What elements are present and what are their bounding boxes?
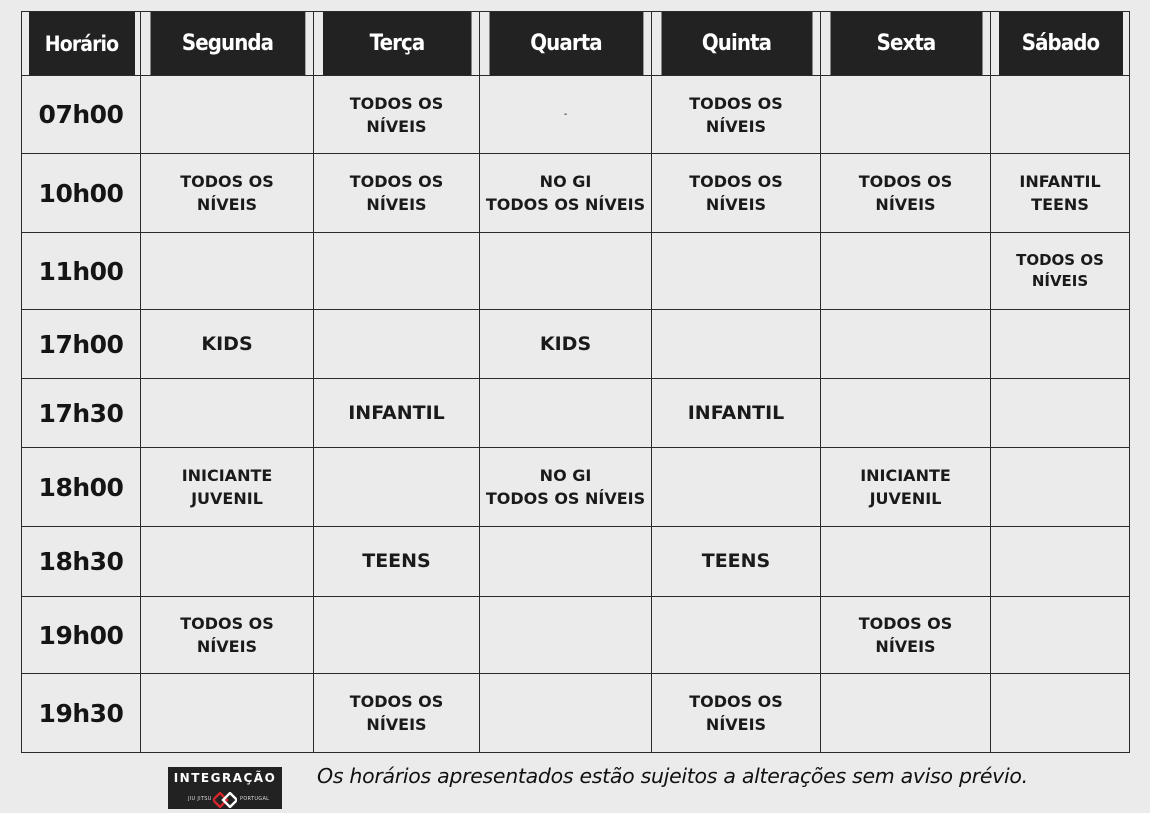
class-cell (652, 310, 821, 379)
class-cell (480, 674, 652, 753)
class-cell (821, 674, 991, 753)
class-cell: - (480, 76, 652, 154)
schedule-table (21, 11, 1130, 753)
class-cell: KIDS (141, 310, 314, 379)
class-cell (991, 379, 1130, 448)
time-cell: 18h00 (22, 448, 141, 527)
class-cell (141, 527, 314, 597)
class-cell: NO GI TODOS OS NÍVEIS (480, 154, 652, 233)
class-cell: TODOS OS NÍVEIS (821, 154, 991, 233)
class-cell: INICIANTE JUVENIL (821, 448, 991, 527)
class-cell (652, 597, 821, 674)
class-cell: INFANTIL (652, 379, 821, 448)
class-cell: TODOS OS NÍVEIS (314, 154, 480, 233)
class-cell (821, 233, 991, 310)
class-cell: TODOS OS NÍVEIS (141, 597, 314, 674)
class-cell (652, 233, 821, 310)
class-cell: TODOS OS NÍVEIS (141, 154, 314, 233)
class-cell: TODOS OS NÍVEIS (821, 597, 991, 674)
class-cell (480, 527, 652, 597)
time-cell: 17h00 (22, 310, 141, 379)
header-horario: Horário (27, 12, 134, 76)
class-cell (821, 379, 991, 448)
class-cell (480, 597, 652, 674)
schedule-row (22, 379, 1130, 448)
schedule-disclaimer: Os horários apresentados estão sujeitos a alterações sem aviso prévio. (317, 764, 1028, 788)
class-cell (991, 527, 1130, 597)
header-segunda: Segunda (149, 12, 305, 76)
class-cell (314, 448, 480, 527)
integracao-logo (168, 767, 282, 809)
class-cell (821, 527, 991, 597)
class-cell: KIDS (480, 310, 652, 379)
logo-subtitle-right: PORTUGAL (240, 796, 270, 802)
class-cell (991, 597, 1130, 674)
class-cell (314, 233, 480, 310)
schedule-row (22, 310, 1130, 379)
class-cell: TODOS OS NÍVEIS (314, 674, 480, 753)
class-cell (991, 448, 1130, 527)
time-cell: 19h30 (22, 674, 141, 753)
class-cell (991, 674, 1130, 753)
class-cell (141, 76, 314, 154)
header-quarta: Quarta (488, 12, 643, 76)
class-cell: TODOS OS NÍVEIS (652, 154, 821, 233)
time-cell: 10h00 (22, 154, 141, 233)
class-cell: TODOS OS NÍVEIS (991, 233, 1130, 310)
header-sexta: Sexta (829, 12, 982, 76)
time-cell: 19h00 (22, 597, 141, 674)
header-row (22, 12, 1130, 76)
class-cell (821, 310, 991, 379)
class-cell (141, 674, 314, 753)
schedule-row (22, 597, 1130, 674)
class-cell: TEENS (652, 527, 821, 597)
header-terca: Terça (322, 12, 471, 76)
schedule-row (22, 154, 1130, 233)
class-cell (991, 76, 1130, 154)
schedule-row (22, 448, 1130, 527)
class-cell (652, 448, 821, 527)
class-cell (821, 76, 991, 154)
class-cell (314, 597, 480, 674)
class-cell: TODOS OS NÍVEIS (652, 76, 821, 154)
class-cell: INFANTIL (314, 379, 480, 448)
logo-wordmark: INTEGRAÇÃO (173, 771, 277, 785)
class-cell (141, 233, 314, 310)
schedule-row (22, 674, 1130, 753)
schedule-body (22, 76, 1130, 753)
class-cell (141, 379, 314, 448)
header-quinta: Quinta (660, 12, 812, 76)
header-sabado: Sábado (997, 12, 1122, 76)
time-cell: 17h30 (22, 379, 141, 448)
schedule-header (22, 12, 1130, 76)
class-cell (314, 310, 480, 379)
interlocked-diamond-emblem-icon (213, 792, 237, 808)
schedule-row (22, 233, 1130, 310)
logo-subtitle-left: JIU JITSU (188, 796, 212, 802)
time-cell: 07h00 (22, 76, 141, 154)
time-cell: 11h00 (22, 233, 141, 310)
time-cell: 18h30 (22, 527, 141, 597)
class-cell: NO GI TODOS OS NÍVEIS (480, 448, 652, 527)
class-cell: INICIANTE JUVENIL (141, 448, 314, 527)
schedule-row (22, 76, 1130, 154)
schedule-row (22, 527, 1130, 597)
class-cell (991, 310, 1130, 379)
class-cell: INFANTIL TEENS (991, 154, 1130, 233)
class-cell: TODOS OS NÍVEIS (652, 674, 821, 753)
class-cell (480, 233, 652, 310)
class-cell (480, 379, 652, 448)
class-cell: TEENS (314, 527, 480, 597)
class-cell: TODOS OS NÍVEIS (314, 76, 480, 154)
